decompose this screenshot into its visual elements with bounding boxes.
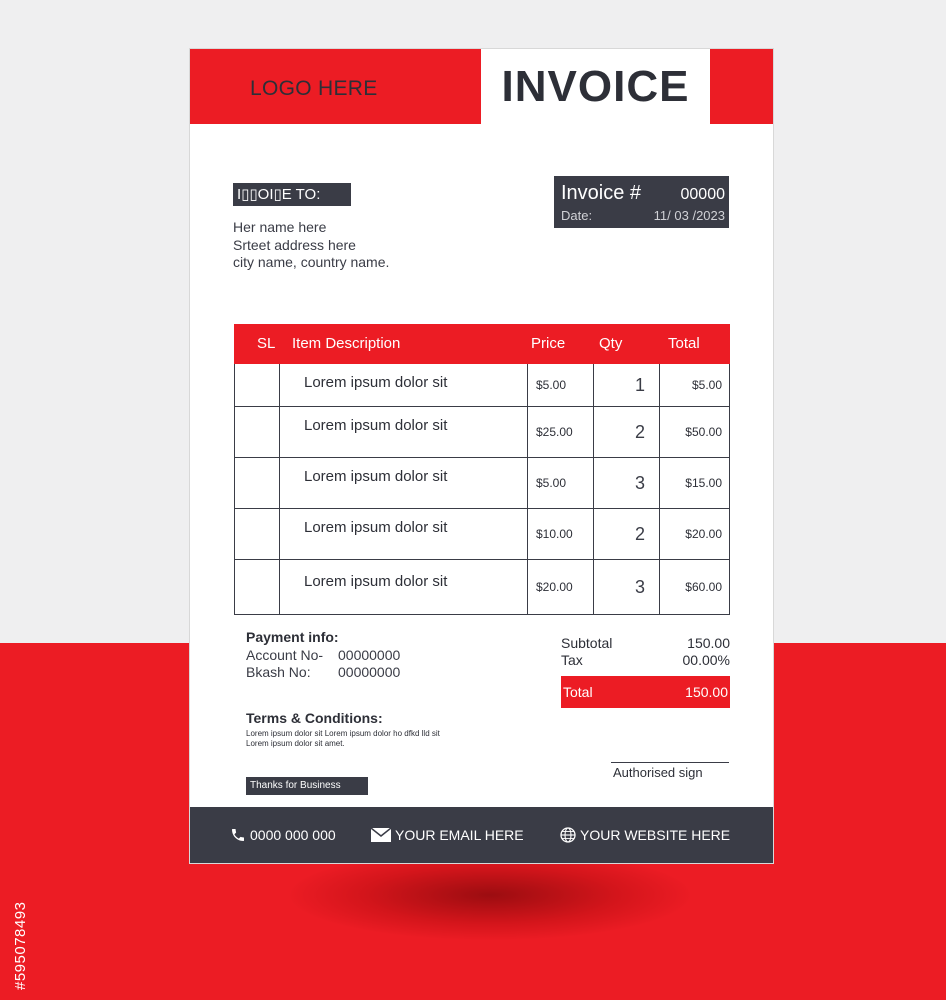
price-cell: $10.00 (528, 509, 594, 559)
email-text: YOUR EMAIL HERE (395, 827, 524, 843)
terms-body: Lorem ipsum dolor sit Lorem ipsum dolor ho dfkd lld sit Lorem ipsum dolor sit amet. (246, 729, 440, 748)
date-value: 11/ 03 /2023 (653, 208, 725, 223)
total-label: Total (563, 684, 593, 700)
address-line: city name, country name. (233, 254, 390, 270)
bkash-label: Bkash No: (246, 664, 311, 680)
subtotal-label: Subtotal (561, 635, 613, 651)
tax-label: Tax (561, 652, 583, 668)
billing-address (233, 219, 389, 272)
table-row (235, 458, 729, 509)
date-label: Date: (561, 208, 593, 223)
description-cell: Lorem ipsum dolor sit (280, 458, 528, 508)
qty-cell: 3 (594, 458, 660, 508)
total-value: 150.00 (685, 684, 728, 700)
items-table (234, 364, 730, 615)
payment-heading: Payment info: (246, 629, 339, 645)
total-cell: $5.00 (691, 378, 722, 392)
totals-summary (561, 635, 730, 669)
tax-value: 00.00% (682, 652, 730, 668)
address-line: Her name here (233, 219, 327, 235)
bkash-value: 00000000 (338, 664, 401, 680)
description-cell: Lorem ipsum dolor sit (280, 407, 528, 457)
description-cell: Lorem ipsum dolor sit (280, 364, 528, 406)
description-cell: Lorem ipsum dolor sit (280, 509, 528, 559)
stock-id-text: #595078493 (12, 901, 29, 990)
price-cell: $25.00 (528, 407, 594, 457)
col-description: Item Description (292, 335, 401, 352)
payment-info (246, 629, 400, 682)
invoice-meta (554, 176, 729, 228)
table-row (235, 364, 729, 407)
total-cell: $60.00 (685, 580, 722, 594)
table-row (235, 407, 729, 458)
invoice-to-label: I▯▯OI▯E TO: (233, 183, 351, 206)
footer-phone (230, 827, 336, 843)
subtotal-value: 150.00 (687, 635, 730, 651)
envelope-icon (371, 828, 391, 842)
total-cell: $20.00 (685, 527, 722, 541)
table-row (235, 509, 729, 560)
col-total: Total (668, 335, 700, 352)
address-line: Srteet address here (233, 236, 356, 253)
invoice-title: INVOICE (501, 61, 690, 111)
col-price: Price (531, 335, 566, 352)
invoice-page (190, 49, 773, 863)
signature-label: Authorised sign (613, 765, 703, 780)
qty-cell: 2 (594, 407, 660, 457)
col-qty: Qty (599, 335, 623, 352)
account-value: 00000000 (338, 646, 401, 663)
sl-cell (235, 364, 280, 406)
signature-line (611, 762, 729, 763)
title-box (481, 49, 710, 124)
sl-cell (235, 509, 280, 559)
price-cell: $5.00 (528, 458, 594, 508)
description-cell: Lorem ipsum dolor sit (280, 560, 528, 614)
terms-heading: Terms & Conditions: (246, 710, 383, 726)
logo-placeholder: LOGO HERE (250, 77, 378, 100)
col-sl: SL (257, 335, 276, 352)
phone-text: 0000 000 000 (250, 827, 336, 843)
invoice-number-label: Invoice # (561, 182, 642, 204)
invoice-number: 00000 (680, 186, 725, 203)
sl-cell (235, 560, 280, 614)
price-cell: $5.00 (528, 364, 594, 406)
total-cell: $15.00 (685, 476, 722, 490)
globe-icon (560, 827, 576, 843)
qty-cell: 2 (594, 509, 660, 559)
drop-shadow (290, 850, 690, 940)
sl-cell (235, 458, 280, 508)
qty-cell: 3 (594, 560, 660, 614)
grand-total-bar (561, 676, 730, 708)
sl-cell (235, 407, 280, 457)
table-row (235, 560, 729, 614)
total-cell: $50.00 (685, 425, 722, 439)
footer-website (560, 827, 730, 843)
terms-section (246, 710, 446, 749)
footer-email (371, 827, 524, 843)
table-header (234, 324, 730, 364)
price-cell: $20.00 (528, 560, 594, 614)
website-text: YOUR WEBSITE HERE (580, 827, 731, 843)
footer-bar (190, 807, 773, 863)
account-label: Account No- (246, 646, 324, 663)
qty-cell: 1 (594, 364, 660, 406)
thanks-badge: Thanks for Business (246, 777, 368, 795)
phone-icon (230, 827, 246, 843)
